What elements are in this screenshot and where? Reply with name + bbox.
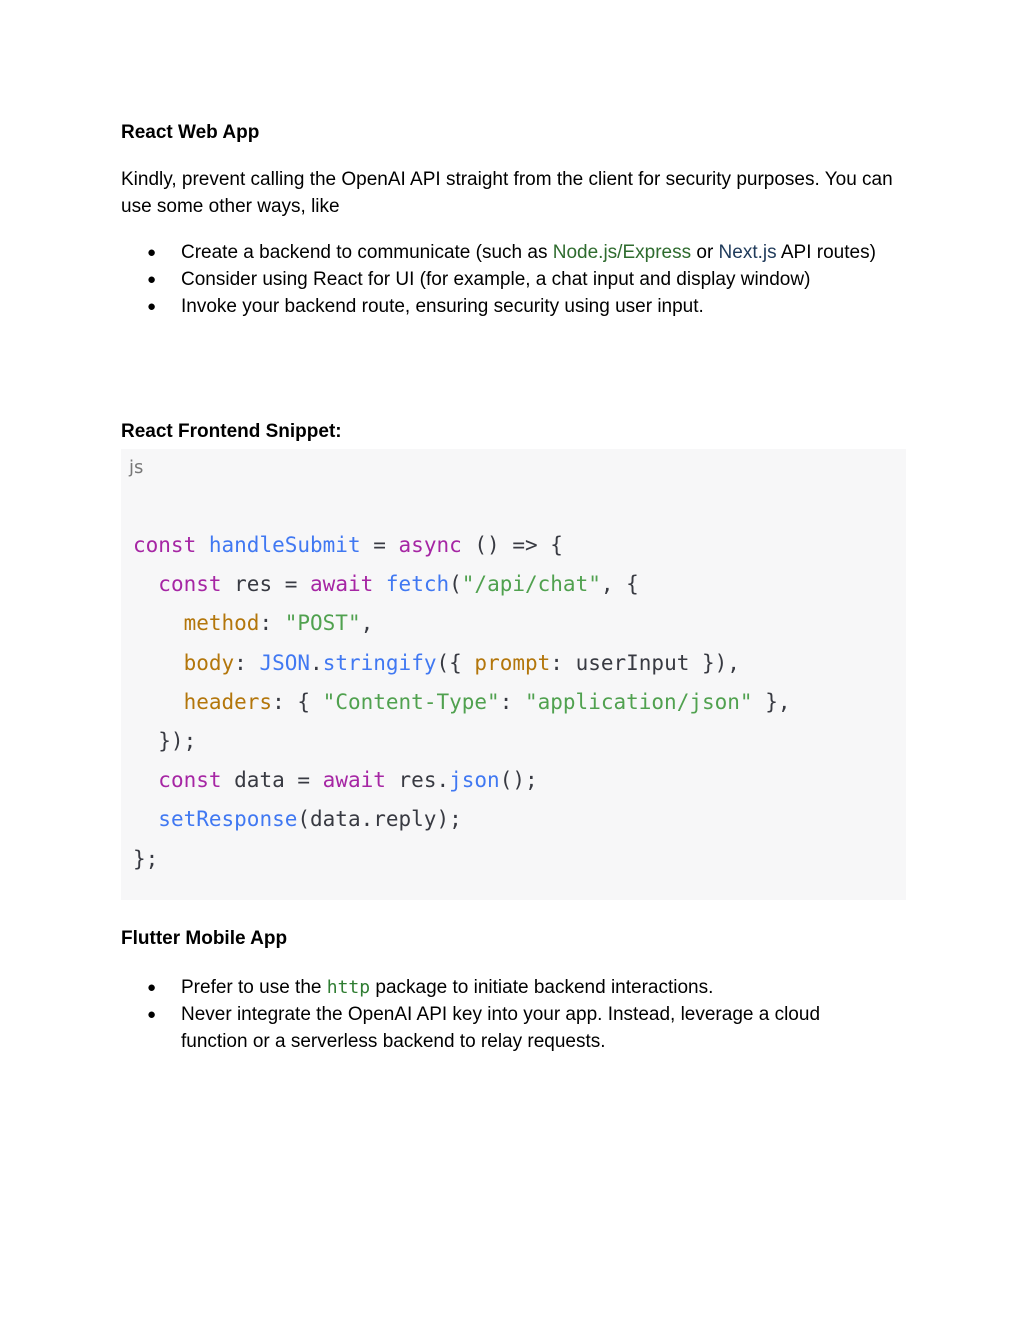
list-item — [0, 293, 1024, 320]
code-line — [133, 690, 791, 714]
heading-react-frontend-snippet: React Frontend Snippet: — [121, 421, 342, 442]
code-token: const — [158, 768, 222, 793]
code-token: const — [158, 572, 222, 597]
code-token: JSON — [259, 650, 311, 675]
code-token: , — [360, 611, 374, 636]
code-token: "Content-Type" — [322, 689, 500, 714]
bullet-text: Never integrate the OpenAI API key into your app. Instead, leverage a cloud function or a serverless backend to relay requests. — [181, 1004, 821, 1052]
code-token: "/api/chat" — [461, 572, 601, 597]
code-token: prompt — [474, 650, 551, 675]
list-item — [0, 239, 1024, 266]
nextjs-link[interactable]: Next.js — [718, 242, 777, 263]
code-token — [133, 572, 158, 596]
code-token — [373, 572, 386, 596]
code-token: = — [360, 533, 399, 557]
list-item — [0, 266, 1024, 293]
code-token: () => { — [461, 533, 563, 557]
code-token — [133, 690, 184, 714]
http-package-code: http — [326, 977, 371, 998]
bullet-text: API routes) — [776, 242, 876, 263]
code-token: (data.reply); — [297, 807, 462, 832]
list-item — [0, 1001, 1024, 1055]
bullet-dot: ● — [147, 244, 157, 261]
code-token: method — [183, 611, 260, 636]
code-token: json — [449, 768, 500, 793]
bullet-text: or — [691, 242, 719, 263]
code-token — [133, 651, 184, 675]
code-line — [133, 533, 563, 557]
code-token: res = — [221, 572, 311, 597]
code-token: : { — [272, 689, 323, 714]
code-token: , { — [600, 572, 639, 597]
nodejs-express-link[interactable]: Node.js/Express — [552, 242, 692, 263]
code-content — [133, 526, 791, 879]
code-token: res. — [385, 768, 450, 793]
bullet-text: Create a backend to communicate (such as — [181, 242, 553, 263]
code-token: . — [310, 650, 323, 675]
code-token: body — [183, 650, 235, 675]
code-token: data = — [221, 768, 323, 793]
code-token: }; — [133, 846, 159, 871]
intro-paragraph: Kindly, prevent calling the OpenAI API straight from the client for security purposes. You can use some other ways, like — [121, 169, 893, 217]
code-line — [133, 611, 373, 635]
bullet-dot: ● — [147, 298, 157, 315]
code-token — [133, 807, 158, 831]
code-token: headers — [183, 689, 273, 714]
code-line — [133, 729, 196, 753]
code-token — [133, 768, 158, 792]
bullet-text: package to initiate backend interactions. — [370, 977, 714, 998]
code-token: "application/json" — [524, 689, 753, 714]
bullet-text: Consider using React for UI (for example, a chat input and display window) — [181, 269, 811, 290]
code-token: }); — [133, 729, 197, 754]
bullet-text: Invoke your backend route, ensuring security using user input. — [181, 296, 704, 317]
heading-flutter-mobile-app: Flutter Mobile App — [121, 928, 288, 949]
code-token: await — [322, 768, 386, 793]
code-line — [133, 572, 639, 596]
code-token: await — [310, 572, 374, 597]
flutter-bullet-list — [0, 974, 1024, 1055]
code-token: stringify — [322, 650, 437, 675]
heading-react-web-app: React Web App — [121, 122, 260, 143]
code-token: const — [133, 533, 197, 557]
code-token: : — [234, 650, 260, 675]
code-token: setResponse — [158, 807, 298, 832]
code-line — [133, 807, 462, 831]
bullet-dot: ● — [147, 1006, 157, 1023]
bullet-text: Prefer to use the — [181, 977, 327, 998]
web-bullet-list — [0, 239, 1024, 320]
code-token: : userInput }), — [550, 650, 740, 675]
code-token: ( — [449, 572, 462, 597]
code-token: }, — [752, 689, 791, 714]
code-token: handleSubmit — [208, 533, 361, 557]
code-token: "POST" — [284, 611, 361, 636]
code-token: : — [259, 611, 285, 636]
code-line — [133, 768, 538, 792]
code-language-label: js — [129, 457, 144, 478]
code-token — [196, 533, 209, 557]
list-item — [0, 974, 1024, 1001]
code-token: : — [499, 689, 525, 714]
code-token: async — [398, 533, 462, 557]
code-token: (); — [499, 768, 538, 793]
code-block — [121, 449, 906, 900]
code-line — [133, 847, 158, 871]
bullet-dot: ● — [147, 271, 157, 288]
code-token: fetch — [385, 572, 450, 597]
bullet-dot: ● — [147, 979, 157, 996]
code-line — [133, 651, 740, 675]
code-token: ({ — [436, 650, 475, 675]
code-token — [133, 611, 184, 635]
